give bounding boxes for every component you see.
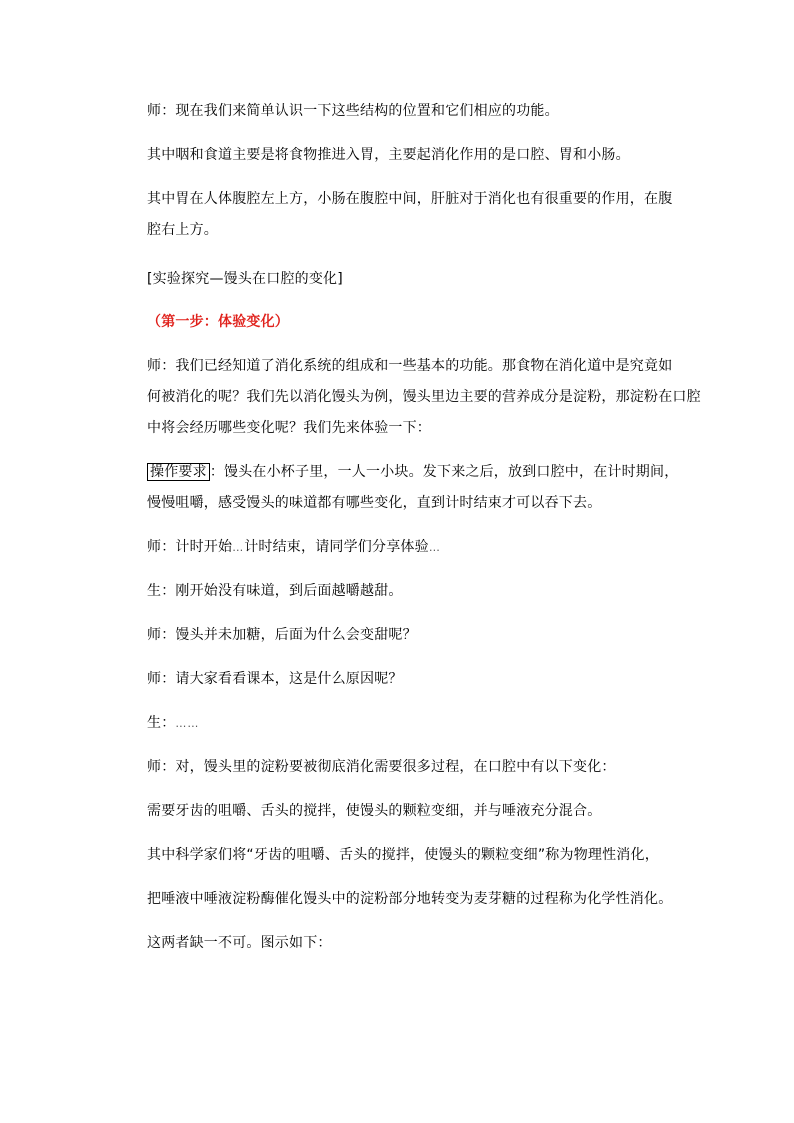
paragraph-timer bbox=[147, 538, 441, 557]
student-label: 生： bbox=[147, 715, 176, 731]
step-one-heading: （第一步：体验变化） bbox=[147, 314, 289, 330]
paragraph-digestion-question-3: 中将会经历哪些变化呢？我们先来体验一下： bbox=[147, 420, 431, 436]
paragraph-stomach-location-2: 腔右上方。 bbox=[147, 222, 218, 238]
paragraph-read-textbook: 师：请大家看看课本，这是什么原因呢？ bbox=[147, 671, 403, 687]
paragraph-digestion-question-1: 师：我们已经知道了消化系统的组成和一些基本的功能。那食物在消化道中是究竟如 bbox=[147, 358, 673, 374]
paragraph-why-sweet: 师：馒头并未加糖，后面为什么会变甜呢？ bbox=[147, 627, 417, 643]
section-title: [实验探究—馒头在口腔的变化] bbox=[147, 271, 343, 287]
operation-requirement-label: 操作要求 bbox=[147, 463, 210, 481]
paragraph-student-ellipsis bbox=[147, 714, 199, 733]
paragraph-chemical-digestion: 把唾液中唾液淀粉酶催化馒头中的淀粉部分地转变为麦芽糖的过程称为化学性消化。 bbox=[147, 891, 673, 907]
paragraph-stomach-location-1: 其中胃在人体腹腔左上方，小肠在腹腔中间，肝脏对于消化也有很重要的作用，在腹 bbox=[147, 191, 673, 207]
timer-start-text: 师：计时开始 bbox=[147, 539, 233, 555]
paragraph-diagram-intro: 这两者缺一不可。图示如下： bbox=[147, 935, 332, 951]
timer-end-text: 计时结束，请同学们分享体验 bbox=[244, 539, 429, 555]
ellipsis: … bbox=[428, 541, 441, 554]
operation-requirement-text: ：馒头在小杯子里，一人一小块。发下来之后，放到口腔中，在计时期间， bbox=[209, 464, 679, 480]
ellipsis: …… bbox=[175, 717, 200, 730]
ellipsis: … bbox=[232, 541, 245, 554]
paragraph-chewing: 需要牙齿的咀嚼、舌头的搅拌，使馒头的颗粒变细，并与唾液充分混合。 bbox=[147, 803, 602, 819]
paragraph-oral-changes: 师：对，馒头里的淀粉要被彻底消化需要很多过程，在口腔中有以下变化： bbox=[147, 759, 616, 775]
paragraph-digestion-question-2: 何被消化的呢？我们先以消化馒头为例，馒头里边主要的营养成分是淀粉，那淀粉在口腔 bbox=[147, 389, 701, 405]
paragraph-pharynx-esophagus: 其中咽和食道主要是将食物推进入胃，主要起消化作用的是口腔、胃和小肠。 bbox=[147, 147, 630, 163]
paragraph-physical-digestion: 其中科学家们将“牙齿的咀嚼、舌头的搅拌，使馒头的颗粒变细”称为物理性消化， bbox=[147, 847, 659, 863]
paragraph-student-answer: 生：刚开始没有味道，到后面越嚼越甜。 bbox=[147, 583, 403, 599]
paragraph-operation-1 bbox=[147, 463, 678, 481]
paragraph-operation-2: 慢慢咀嚼，感受馒头的味道都有哪些变化，直到计时结束才可以吞下去。 bbox=[147, 495, 602, 511]
paragraph-teacher-intro: 师：现在我们来简单认识一下这些结构的位置和它们相应的功能。 bbox=[147, 103, 559, 119]
